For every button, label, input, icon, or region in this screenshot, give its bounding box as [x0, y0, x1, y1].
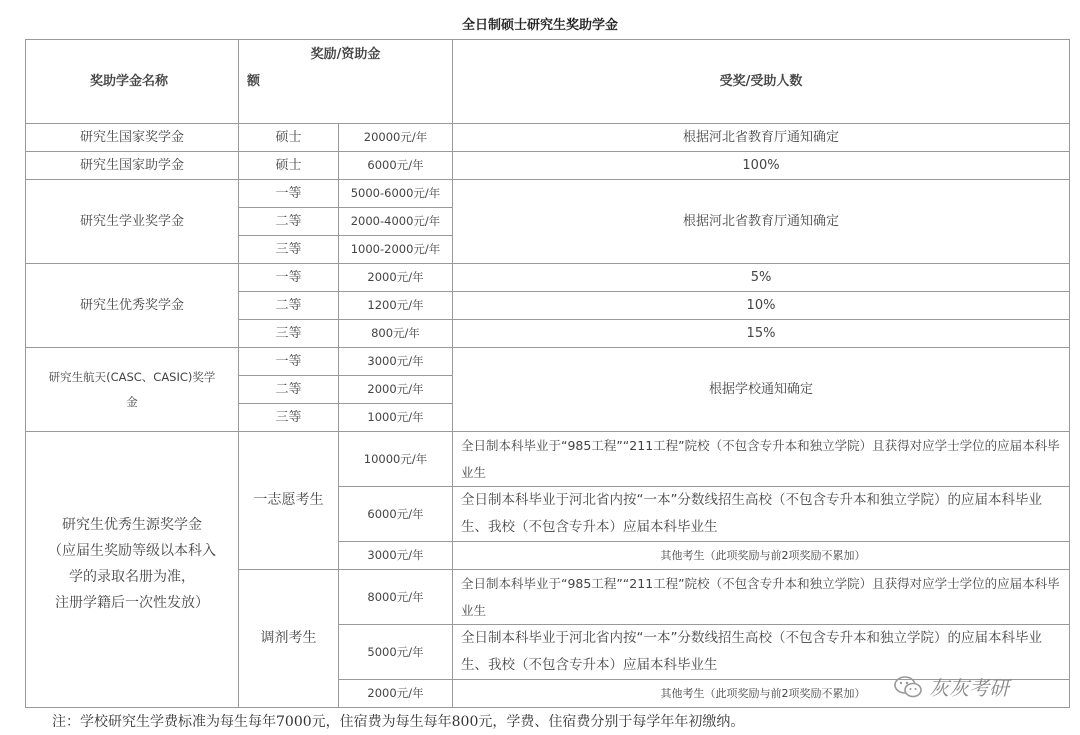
count-cell: 15% — [453, 320, 1070, 348]
table-row — [26, 432, 1070, 487]
table-row — [26, 124, 1070, 152]
table-header-row — [26, 40, 1070, 124]
table-title: 全日制硕士研究生奖助学金 — [461, 18, 618, 33]
header-amount-line2: 额 — [247, 74, 261, 89]
amount-cell: 10000元/年 — [339, 432, 453, 487]
header-amount — [239, 40, 453, 124]
amount-cell: 800元/年 — [339, 320, 453, 348]
footnote: 注：学校研究生学费标准为每生每年7000元，住宿费为每生每年800元，学费、住宿费分别于每学年年初缴纳。 — [52, 714, 745, 730]
amount-cell: 2000-4000元/年 — [339, 208, 453, 236]
wechat-icon — [893, 675, 923, 699]
table-row — [26, 264, 1070, 292]
scholarship-name-line: 研究生优秀生源奖学金 — [62, 517, 202, 533]
amount-cell: 2000元/年 — [339, 680, 453, 708]
amount-cell: 5000-6000元/年 — [339, 180, 453, 208]
amount-cell: 2000元/年 — [339, 376, 453, 404]
count-cell: 5% — [453, 264, 1070, 292]
amount-cell: 3000元/年 — [339, 542, 453, 570]
level-cell: 三等 — [239, 236, 339, 264]
criteria-cell: 全日制本科毕业于“985工程”“211工程”院校（不包含专升本和独立学院）且获得对应学士学位的应届本科毕业生 — [453, 570, 1070, 625]
scholarship-table — [25, 39, 1070, 708]
amount-cell: 1000元/年 — [339, 404, 453, 432]
table-row — [26, 152, 1070, 180]
level-cell: 硕士 — [239, 124, 339, 152]
watermark — [893, 672, 1009, 701]
criteria-cell: 全日制本科毕业于河北省内按“一本”分数线招生高校（不包含专升本和独立学院）的应届本科毕业生、我校（不包含专升本）应届本科毕业生 — [453, 625, 1070, 680]
level-cell: 硕士 — [239, 152, 339, 180]
header-count: 受奖/受助人数 — [453, 40, 1070, 124]
scholarship-name: 研究生学业奖学金 — [26, 180, 239, 264]
scholarship-name — [26, 348, 239, 432]
amount-cell: 5000元/年 — [339, 625, 453, 680]
level-cell: 二等 — [239, 376, 339, 404]
criteria-cell: 全日制本科毕业于河北省内按“一本”分数线招生高校（不包含专升本和独立学院）的应届本科毕业生、我校（不包含专升本）应届本科毕业生 — [453, 487, 1070, 542]
criteria-cell: 其他考生（此项奖励与前2项奖励不累加） — [453, 542, 1070, 570]
amount-cell: 6000元/年 — [339, 152, 453, 180]
scholarship-name — [26, 432, 239, 708]
level-cell: 二等 — [239, 208, 339, 236]
level-cell: 二等 — [239, 292, 339, 320]
header-name: 奖助学金名称 — [26, 40, 239, 124]
scholarship-name-line1: 研究生航天(CASC、CASIC)奖学 — [48, 369, 216, 384]
scholarship-name-line2: 金 — [126, 394, 138, 409]
amount-cell: 8000元/年 — [339, 570, 453, 625]
criteria-cell: 其他考生（此项奖励与前2项奖励不累加） — [453, 680, 1070, 708]
level-cell: 一等 — [239, 264, 339, 292]
amount-cell: 3000元/年 — [339, 348, 453, 376]
amount-cell: 6000元/年 — [339, 487, 453, 542]
count-cell: 根据河北省教育厅通知确定 — [453, 180, 1070, 264]
scholarship-name: 研究生国家奖学金 — [26, 124, 239, 152]
level-cell: 三等 — [239, 320, 339, 348]
header-amount-line1: 奖励/资助金 — [310, 47, 381, 62]
scholarship-name: 研究生国家助学金 — [26, 152, 239, 180]
candidate-type: 一志愿考生 — [239, 432, 339, 570]
count-cell: 100% — [453, 152, 1070, 180]
candidate-type: 调剂考生 — [239, 570, 339, 708]
table-row — [26, 180, 1070, 208]
amount-cell: 1200元/年 — [339, 292, 453, 320]
scholarship-name-line: 学的录取名册为准， — [69, 569, 195, 585]
count-cell: 10% — [453, 292, 1070, 320]
criteria-cell: 全日制本科毕业于“985工程”“211工程”院校（不包含专升本和独立学院）且获得对应学士学位的应届本科毕业生 — [453, 432, 1070, 487]
watermark-text: 灰灰考研 — [929, 676, 1009, 700]
scholarship-name-line: 注册学籍后一次性发放） — [55, 595, 209, 611]
level-cell: 三等 — [239, 404, 339, 432]
amount-cell: 2000元/年 — [339, 264, 453, 292]
table-row — [26, 348, 1070, 376]
level-cell: 一等 — [239, 180, 339, 208]
scholarship-name: 研究生优秀奖学金 — [26, 264, 239, 348]
count-cell: 根据学校通知确定 — [453, 348, 1070, 432]
amount-cell: 1000-2000元/年 — [339, 236, 453, 264]
level-cell: 一等 — [239, 348, 339, 376]
count-cell: 根据河北省教育厅通知确定 — [453, 124, 1070, 152]
scholarship-name-line: （应届生奖励等级以本科入 — [48, 543, 216, 559]
amount-cell: 20000元/年 — [339, 124, 453, 152]
